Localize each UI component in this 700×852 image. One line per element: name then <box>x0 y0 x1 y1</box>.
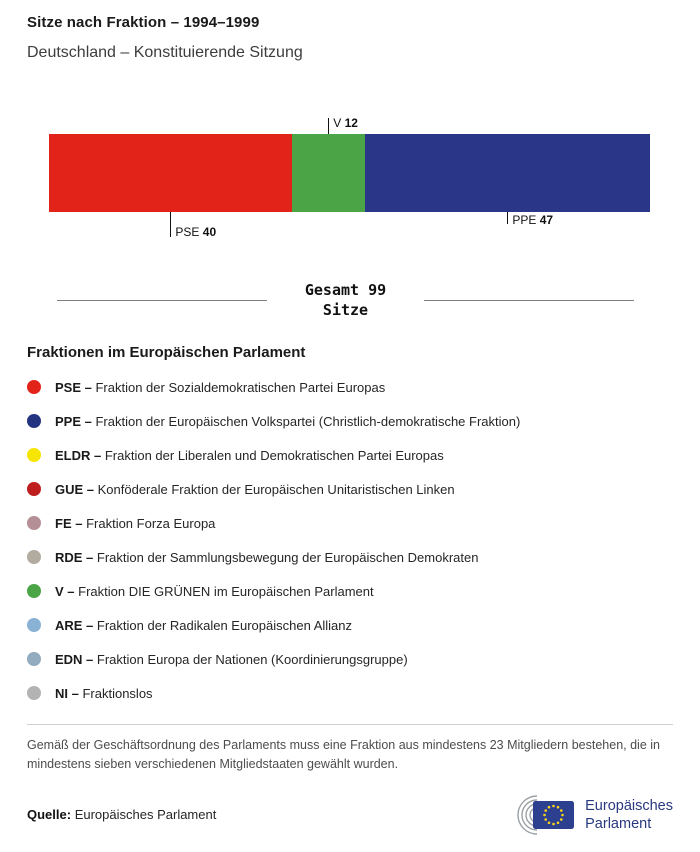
legend-item-edn <box>27 642 673 676</box>
legend-color-dot <box>27 414 41 428</box>
legend-heading: Fraktionen im Europäischen Parlament <box>27 344 306 361</box>
total-rule-left <box>57 300 267 301</box>
legend-color-dot <box>27 686 41 700</box>
legend-item-label: PSE – Fraktion der Sozialdemokratischen Partei Europas <box>55 379 386 395</box>
source-line <box>27 807 216 822</box>
legend-item-label: ARE – Fraktion der Radikalen Europäischen Allianz <box>55 617 352 633</box>
tick-mark <box>170 212 171 237</box>
source-text: Europäisches Parlament <box>74 807 217 822</box>
tick-mark <box>328 118 329 134</box>
legend-color-dot <box>27 584 41 598</box>
ep-logo-text-line1: Europäisches <box>585 797 673 814</box>
bar-label-text: PPE 47 <box>512 213 554 227</box>
legend-color-dot <box>27 550 41 564</box>
stacked-bar <box>49 134 650 212</box>
footnote: Gemäß der Geschäftsordnung des Parlaments muss eine Fraktion aus mindestens 23 Mitgliedern bestehen, die in mindestens sieben verschiedenen Mitgliedstaaten gewählt wurden. <box>27 738 660 771</box>
total-seats-line1: Gesamt 99 <box>304 281 387 299</box>
bar-label-text: PSE 40 <box>175 225 217 239</box>
total-seats-label <box>305 280 386 320</box>
legend-color-dot <box>27 482 41 496</box>
seat-chart <box>49 116 650 244</box>
legend-color-dot <box>27 380 41 394</box>
legend-item-label: ELDR – Fraktion der Liberalen und Demokratischen Partei Europas <box>55 447 444 463</box>
bar-segment-v <box>292 134 365 212</box>
page-subtitle: Deutschland – Konstituierende Sitzung <box>27 44 303 61</box>
bar-labels-above <box>49 116 650 134</box>
ep-logo-icon <box>506 794 576 836</box>
legend-item-are <box>27 608 673 642</box>
legend-color-dot <box>27 516 41 530</box>
tick-mark <box>507 212 508 224</box>
total-seats <box>57 280 634 320</box>
legend-color-dot <box>27 448 41 462</box>
legend-item-label: GUE – Konföderale Fraktion der Europäischen Unitaristischen Linken <box>55 481 455 497</box>
bar-label-text: V 12 <box>333 116 358 130</box>
legend-item-label: RDE – Fraktion der Sammlungsbewegung der Europäischen Demokraten <box>55 549 479 565</box>
legend-item-label: EDN – Fraktion Europa der Nationen (Koordinierungsgruppe) <box>55 651 408 667</box>
total-rule-right <box>424 300 634 301</box>
legend-item-label: PPE – Fraktion der Europäischen Volkspartei (Christlich-demokratische Fraktion) <box>55 413 521 429</box>
legend-item-fe <box>27 506 673 540</box>
ep-logo-text <box>585 797 673 833</box>
legend-item-v <box>27 574 673 608</box>
legend-item-label: V – Fraktion DIE GRÜNEN im Europäischen Parlament <box>55 583 374 599</box>
bottom-row <box>27 794 673 836</box>
legend-item-pse <box>27 370 673 404</box>
source-label: Quelle: <box>27 807 72 822</box>
legend-item-rde <box>27 540 673 574</box>
legend-list <box>27 370 673 710</box>
ep-logo-text-line2: Parlament <box>585 815 652 832</box>
legend-color-dot <box>27 618 41 632</box>
total-seats-line2: Sitze <box>322 301 369 319</box>
legend-item-label: FE – Fraktion Forza Europa <box>55 515 216 531</box>
bar-labels-below <box>49 212 650 244</box>
legend-item-label: NI – Fraktionslos <box>55 685 153 701</box>
legend-item-eldr <box>27 438 673 472</box>
bar-segment-ppe <box>365 134 650 212</box>
bar-segment-pse <box>49 134 292 212</box>
legend-item-ppe <box>27 404 673 438</box>
legend-color-dot <box>27 652 41 666</box>
ep-logo <box>506 794 673 836</box>
legend-item-ni <box>27 676 673 710</box>
page-title: Sitze nach Fraktion – 1994–1999 <box>27 14 260 31</box>
footnote-divider <box>27 724 673 725</box>
legend-item-gue <box>27 472 673 506</box>
